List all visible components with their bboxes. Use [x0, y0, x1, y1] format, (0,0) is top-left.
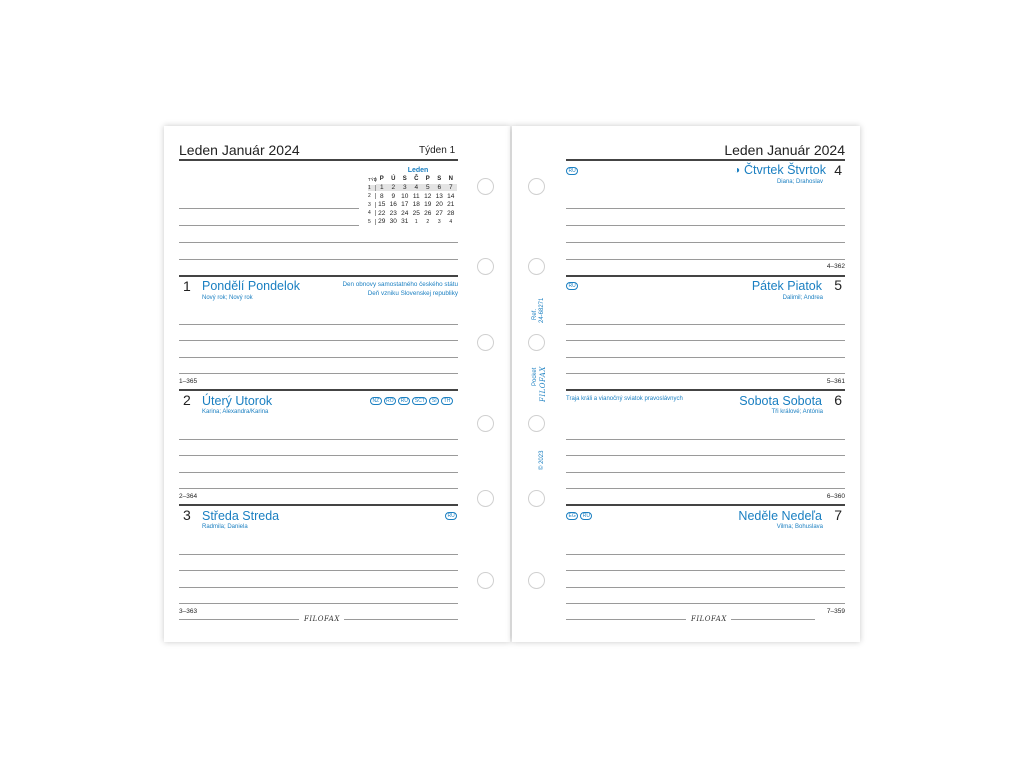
name-days: Radmila; Daniela [202, 524, 248, 530]
mini-calendar-header-cell: Ú [391, 176, 396, 183]
day-count: 3–363 [179, 608, 198, 615]
country-badges [566, 512, 592, 520]
mini-calendar-date: 9 [391, 192, 396, 200]
mini-calendar-date: 29 [378, 218, 386, 226]
holiday-line: Den obnovy samostatného českého státu [342, 281, 458, 288]
writing-line [179, 570, 458, 571]
mini-calendar-date: 28 [447, 209, 455, 217]
country-badge: NZ [370, 397, 382, 405]
copyright: © 2023 [539, 450, 545, 470]
punch-hole [477, 178, 494, 195]
writing-line [179, 603, 458, 604]
writing-line [566, 455, 845, 456]
spine-brand: FILOFAX [539, 366, 547, 402]
name-days: Nový rok; Nový rok [202, 295, 253, 301]
day-number: 4 [834, 162, 842, 178]
mini-calendar-date: 24 [401, 209, 409, 217]
footer-line [731, 619, 815, 620]
name-days: Tři králové; Antónia [771, 409, 823, 415]
writing-line [179, 488, 458, 489]
mini-calendar-date: 30 [389, 218, 397, 226]
punch-hole [528, 415, 545, 432]
writing-line [566, 259, 845, 260]
day-divider [566, 389, 845, 391]
day-name: Středa Streda [202, 509, 280, 523]
mini-calendar-date: 3 [437, 218, 441, 225]
country-badges [566, 282, 578, 290]
day-count: 4–362 [826, 263, 845, 270]
day-count: 1–365 [179, 378, 198, 385]
writing-line [179, 340, 458, 341]
mini-calendar-date: 26 [424, 209, 432, 217]
punch-hole [477, 572, 494, 589]
day-name: Pondělí Pondelok [202, 279, 300, 293]
writing-line [179, 439, 458, 440]
punch-hole [477, 490, 494, 507]
writing-line [179, 225, 359, 226]
mini-calendar-date: 1 [414, 218, 418, 225]
day-heading [734, 163, 826, 177]
country-badge: RU [580, 512, 592, 520]
mini-calendar-date: 18 [412, 201, 420, 209]
filofax-logo: FILOFAX [691, 615, 727, 623]
mini-calendar-date: 11 [412, 192, 420, 200]
footer-line [566, 619, 686, 620]
writing-line [566, 242, 845, 243]
punch-hole [477, 334, 494, 351]
writing-line [179, 259, 458, 260]
mini-calendar-week-row [368, 209, 458, 218]
day-divider [179, 389, 458, 391]
day-divider [566, 504, 845, 506]
mini-calendar-header-cell: S [437, 176, 442, 183]
writing-line [566, 208, 845, 209]
mini-calendar-date: 22 [378, 209, 386, 217]
mini-calendar [368, 166, 458, 226]
day-name: Pátek Piatok [751, 279, 822, 293]
punch-hole [477, 415, 494, 432]
mini-calendar-header-cell: Č [414, 176, 419, 183]
writing-line [566, 324, 845, 325]
name-days: Karina; Alexandra/Karina [202, 409, 269, 415]
mini-calendar-date: 7 [445, 184, 457, 191]
name-days: Diana; Drahoslav [776, 179, 823, 185]
mini-calendar-date: 4 [449, 218, 453, 225]
writing-line [566, 603, 845, 604]
name-days: Dalimil; Andrea [782, 295, 823, 301]
writing-line [179, 472, 458, 473]
country-badge: SI [429, 397, 439, 405]
punch-hole [528, 178, 545, 195]
mini-calendar-date: 4 [411, 184, 423, 191]
day-name: Neděle Nedeľa [738, 509, 822, 523]
day-divider [179, 275, 458, 277]
day-name: Čtvrtek Štvrtok [744, 163, 826, 177]
punch-hole [528, 258, 545, 275]
mini-calendar-date: 21 [447, 201, 455, 209]
country-badge: RU [566, 167, 578, 175]
mini-calendar-date: 10 [401, 192, 409, 200]
country-badge: EG [566, 512, 578, 520]
mini-calendar-date: 15 [378, 201, 386, 209]
right-page-title: Leden Január 2024 [724, 142, 845, 158]
writing-line [179, 208, 359, 209]
writing-line [179, 357, 458, 358]
footer-line [344, 619, 458, 620]
mini-calendar-week-number: 5 [368, 219, 376, 225]
mini-calendar-week-number: 4 [368, 210, 376, 216]
mini-calendar-header-cell: TÝD [368, 176, 377, 182]
day-count: 2–364 [179, 493, 198, 500]
writing-line [566, 488, 845, 489]
mini-calendar-header-cell: S [402, 176, 407, 183]
writing-line [179, 587, 458, 588]
country-badge: RU [445, 512, 457, 520]
mini-calendar-header [368, 175, 458, 184]
day-name: Sobota Sobota [739, 394, 822, 408]
mini-calendar-date: 27 [435, 209, 443, 217]
reference-label: Ref. [532, 308, 538, 320]
country-badges [566, 167, 578, 175]
writing-line [566, 225, 845, 226]
week-number: Týden 1 [419, 145, 456, 156]
mini-calendar-date: 8 [379, 192, 384, 200]
writing-line [179, 373, 458, 374]
mini-calendar-week-number: 2 [368, 193, 376, 199]
punch-hole [528, 334, 545, 351]
day-number: 3 [183, 507, 191, 523]
mini-calendar-week-row [368, 201, 458, 210]
header-rule [179, 159, 458, 161]
mini-calendar-week-number: 1 [368, 185, 376, 191]
country-badges [370, 397, 453, 405]
day-divider [566, 275, 845, 277]
mini-calendar-header-cell: P [425, 176, 430, 183]
day-number: 5 [834, 277, 842, 293]
reference-code: 24-68271 [539, 297, 545, 323]
mini-calendar-body [368, 184, 458, 227]
mini-calendar-date: 1 [376, 184, 388, 191]
footer-line [179, 619, 299, 620]
day-count: 5–361 [826, 378, 845, 385]
writing-line [566, 554, 845, 555]
mini-calendar-header-cell: N [448, 176, 453, 183]
format-label: Pocket [532, 367, 538, 386]
mini-calendar-date: 23 [389, 209, 397, 217]
writing-line [566, 570, 845, 571]
writing-line [179, 242, 458, 243]
punch-hole [528, 572, 545, 589]
mini-calendar-date: 3 [399, 184, 411, 191]
holiday-line: Deň vzniku Slovenskej republiky [367, 290, 458, 297]
punch-hole [528, 490, 545, 507]
writing-line [566, 587, 845, 588]
holiday-text: Traja králi a vianočný sviatok pravoslávnych [566, 396, 683, 402]
mini-calendar-week-row [368, 192, 458, 201]
mini-calendar-date: 16 [389, 201, 397, 209]
day-number: 2 [183, 392, 191, 408]
country-badge: RU [566, 282, 578, 290]
day-divider [179, 504, 458, 506]
mini-calendar-header-cell: P [379, 176, 384, 183]
mini-calendar-date: 14 [447, 192, 455, 200]
day-number: 1 [183, 278, 191, 294]
filofax-logo: FILOFAX [304, 615, 340, 623]
writing-line [566, 373, 845, 374]
day-count: 6–360 [826, 493, 845, 500]
mini-calendar-date: 31 [401, 218, 409, 226]
name-days: Vilma; Bohuslava [776, 524, 823, 530]
day-number: 7 [834, 507, 842, 523]
country-badge: RU [398, 397, 410, 405]
writing-line [566, 357, 845, 358]
mini-calendar-date: 2 [388, 184, 400, 191]
mini-calendar-date: 5 [422, 184, 434, 191]
mini-calendar-date: 20 [435, 201, 443, 209]
header-rule [566, 159, 845, 161]
mini-calendar-date: 2 [426, 218, 430, 225]
mini-calendar-date: 6 [434, 184, 446, 191]
writing-line [179, 455, 458, 456]
writing-line [566, 472, 845, 473]
punch-hole [477, 258, 494, 275]
mini-calendar-date: 19 [424, 201, 432, 209]
mini-calendar-week-row [368, 184, 458, 193]
mini-calendar-date: 12 [424, 192, 432, 200]
mini-calendar-date: 25 [412, 209, 420, 217]
day-number: 6 [834, 392, 842, 408]
country-badges [445, 512, 457, 520]
moon-phase-icon: ◑ [733, 164, 741, 176]
writing-line [566, 340, 845, 341]
left-page-title: Leden Január 2024 [179, 142, 300, 158]
mini-calendar-month: Leden [407, 167, 429, 174]
day-count: 7–359 [826, 608, 845, 615]
mini-calendar-date: 13 [435, 192, 443, 200]
writing-line [566, 439, 845, 440]
country-badge: RO [384, 397, 397, 405]
holiday-text [342, 280, 458, 298]
day-name: Úterý Utorok [202, 394, 273, 408]
writing-line [179, 554, 458, 555]
mini-calendar-date: 17 [401, 201, 409, 209]
writing-line [179, 324, 458, 325]
left-diary-page [164, 126, 510, 642]
country-badge: SCT [412, 397, 427, 405]
right-diary-page [512, 126, 860, 642]
country-badge: TH [441, 397, 453, 405]
mini-calendar-week-row [368, 218, 458, 227]
mini-calendar-week-number: 3 [368, 202, 376, 208]
